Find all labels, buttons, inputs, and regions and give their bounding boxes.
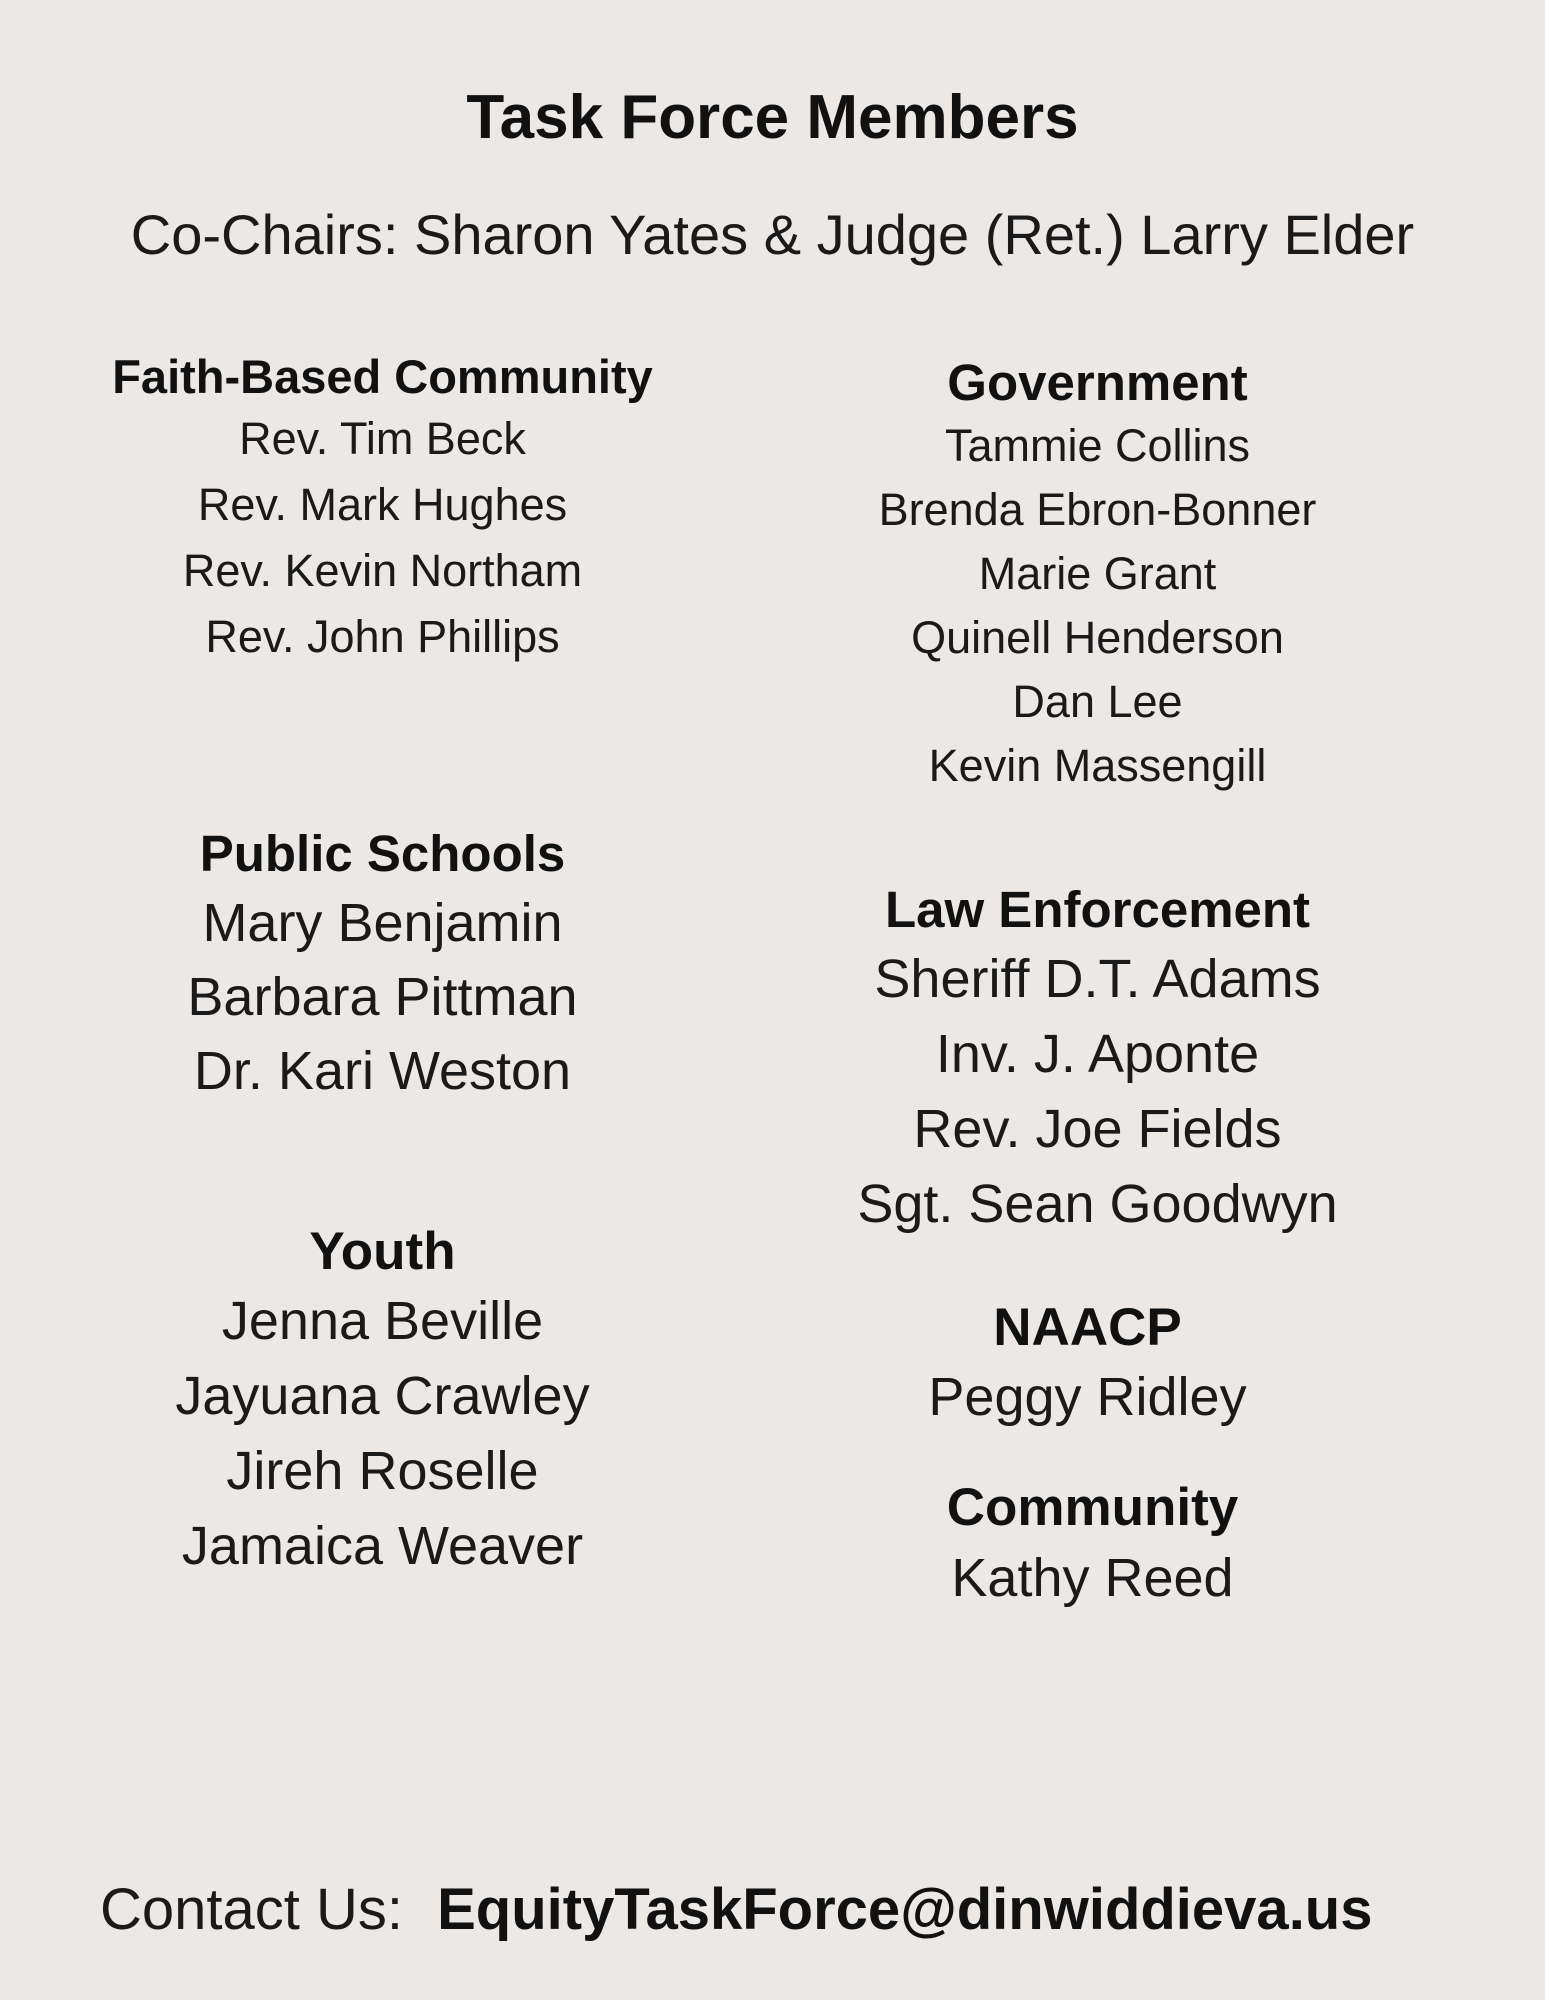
member-name: Jenna Beville — [221, 1291, 544, 1351]
section-naacp — [780, 1296, 1395, 1434]
member-name: Rev. Tim Beck — [239, 413, 526, 464]
page-title: Task Force Members — [466, 83, 1079, 152]
member-name: Dan Lee — [1012, 676, 1183, 727]
member-name: Sheriff D.T. Adams — [874, 949, 1321, 1009]
member-name: Jayuana Crawley — [175, 1366, 590, 1426]
member-name: Rev. Kevin Northam — [182, 545, 583, 596]
section-youth — [60, 1220, 705, 1584]
contact-email-link[interactable]: EquityTaskForce@dinwiddieva.us — [437, 1877, 1373, 1942]
section-heading: NAACP — [993, 1298, 1182, 1357]
member-name: Rev. John Phillips — [205, 611, 560, 662]
section-law-enforcement — [780, 878, 1415, 1242]
member-name: Dr. Kari Weston — [193, 1041, 572, 1101]
section-heading: Community — [946, 1478, 1239, 1537]
member-name: Peggy Ridley — [928, 1367, 1247, 1427]
member-name: Rev. Joe Fields — [913, 1099, 1282, 1159]
section-public-schools — [60, 822, 705, 1108]
member-name: Sgt. Sean Goodwyn — [857, 1174, 1338, 1234]
member-name: Jamaica Weaver — [181, 1516, 584, 1576]
member-name: Quinell Henderson — [911, 612, 1284, 663]
section-heading: Government — [947, 354, 1248, 411]
member-name: Jireh Roselle — [226, 1441, 539, 1501]
member-name: Mary Benjamin — [202, 893, 563, 953]
member-name: Inv. J. Aponte — [935, 1024, 1260, 1084]
section-heading: Youth — [309, 1222, 456, 1281]
member-name: Brenda Ebron-Bonner — [878, 484, 1317, 535]
member-name: Tammie Collins — [944, 420, 1251, 471]
section-government — [780, 352, 1415, 798]
contact-label: Contact Us: — [100, 1877, 403, 1942]
section-faith-based-community — [60, 348, 705, 670]
member-name: Kathy Reed — [951, 1548, 1234, 1608]
member-name: Barbara Pittman — [187, 967, 578, 1027]
section-heading: Public Schools — [199, 825, 566, 882]
member-name: Kevin Massengill — [928, 740, 1267, 791]
section-heading: Law Enforcement — [884, 881, 1311, 938]
contact-line — [100, 1874, 1373, 1946]
member-name: Rev. Mark Hughes — [197, 479, 568, 530]
co-chairs-line: Co-Chairs: Sharon Yates & Judge (Ret.) Larry Elder — [130, 203, 1415, 266]
section-heading: Faith-Based Community — [112, 350, 653, 403]
section-community — [780, 1476, 1405, 1616]
member-name: Marie Grant — [978, 548, 1217, 599]
